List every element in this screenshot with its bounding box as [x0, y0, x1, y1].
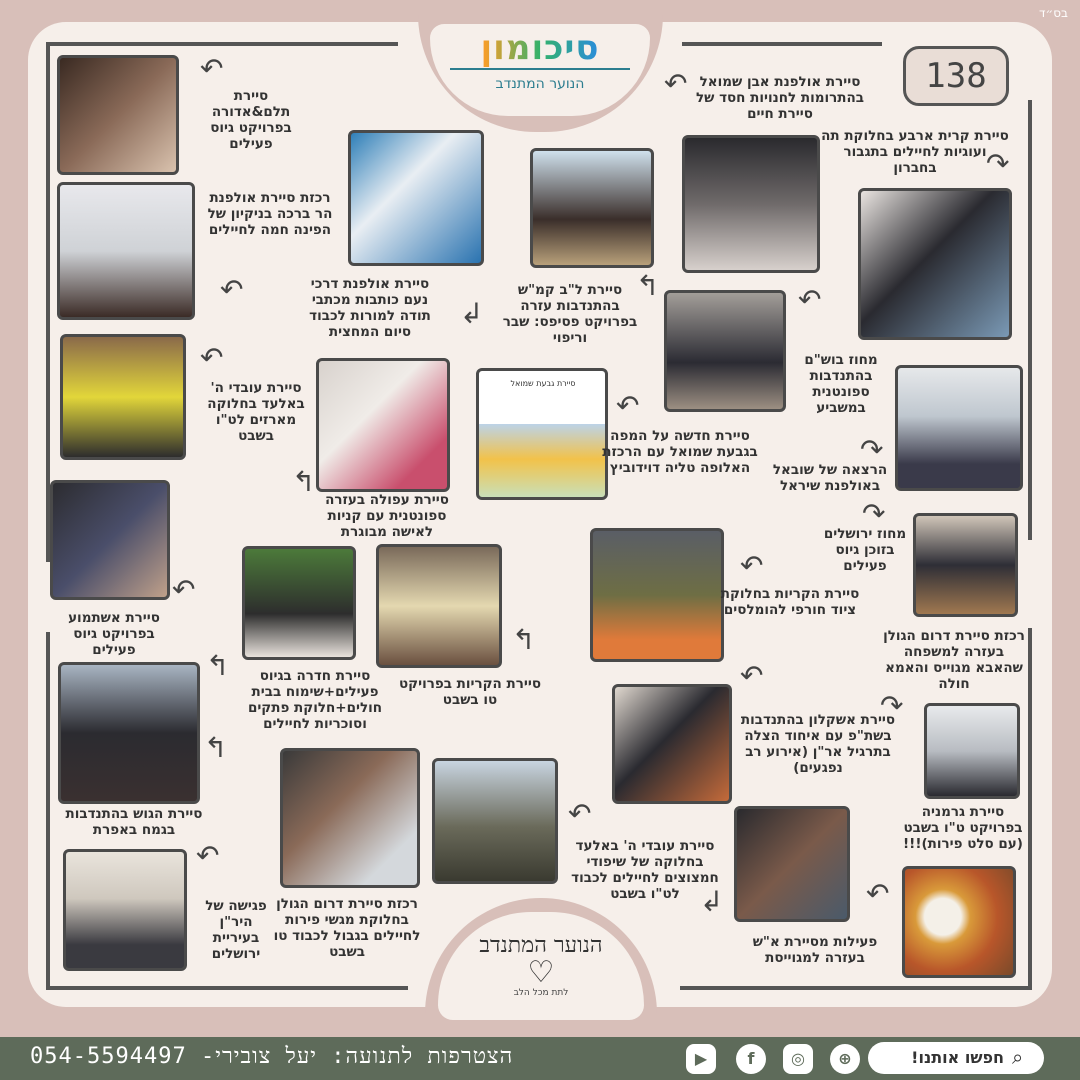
curved-arrow-icon: ↷ — [862, 497, 886, 530]
curved-arrow-icon: ↶ — [740, 659, 764, 692]
curved-arrow-icon: ↶ — [196, 839, 220, 872]
curved-arrow-icon: ↶ — [220, 273, 244, 306]
photo-yarn-jerusalem — [63, 849, 187, 971]
frame-top-right — [682, 42, 882, 46]
photo-even-shmuel — [682, 135, 820, 273]
photo-hadera — [242, 546, 356, 660]
search-us-button[interactable]: חפשו אותנו! — [868, 1042, 1044, 1074]
photo-darchei-noam — [348, 130, 484, 266]
photo-krayot-homeless — [590, 528, 724, 662]
curved-arrow-icon: ↶ — [798, 283, 822, 316]
logo-divider — [450, 68, 630, 70]
caption-shiral: הרצאה של שובאל באולפנת שיראל — [772, 462, 888, 494]
photo-gush-efrat — [58, 662, 200, 804]
caption-yarn-jerusalem: פגישה של היר"ן בעיריית ירושלים — [205, 898, 267, 962]
curved-arrow-icon: ↶ — [616, 389, 640, 422]
photo-germany — [902, 866, 1016, 978]
youtube-icon[interactable]: ▶ — [686, 1044, 716, 1074]
curved-arrow-icon: ↶ — [664, 67, 688, 100]
caption-krayot-tubishvat: סיירת הקריות בפרויקט טו בשבט — [398, 676, 541, 708]
photo-afula — [316, 358, 450, 492]
photo-boshm — [664, 290, 786, 412]
caption-jerusalem: מחוז ירושלים בזוכן גיוס פעילים — [823, 526, 907, 574]
caption-eshtemoa: סיירת אשתמוע בפרויקט גיוס פעילים — [68, 610, 160, 658]
caption-ashkelon: סיירת אשקלון בהתנדבות בשת"פ עם איחוד הצלה בתרגיל אר"ן (אירוע רב נפגעים) — [740, 712, 896, 776]
caption-even-shmuel: סיירת אולפנת אבן שמואל בהתרומות לחנויות חסד של סיירת חיים — [695, 74, 865, 122]
caption-ash-recruit: פעילות מסיירת א"ש בעזרה למגוייסת — [752, 934, 878, 966]
frame-right-bottom — [1028, 628, 1032, 990]
caption-hadera: סיירת חדרה בגיוס פעילים+שימוח בבית חולים+חלוקת פתקים וסוכריות לחיילים — [247, 668, 383, 732]
photo-lb-kamash — [530, 148, 654, 268]
caption-gush-efrat: סיירת הגוש בהתנדבות בגמח באפרת — [65, 806, 203, 838]
curved-arrow-icon: ↰ — [204, 731, 228, 764]
caption-golan-fruit: רכזת סיירת דרום הגולן בחלוקת מגשי פירות לחיילים בגבול לכבוד טו בשבט — [273, 896, 421, 960]
heart-icon: ♡ — [527, 955, 555, 990]
curved-arrow-icon: ↶ — [200, 52, 224, 85]
curved-arrow-icon: ↶ — [866, 877, 890, 910]
corner-mark: בס״ד — [1038, 6, 1068, 20]
caption-kiryat-arba: סיירת קרית ארבע בחלוקת תה ועוגיות לחיילים בתגבור בחברון — [821, 128, 1009, 176]
photo-har-bracha — [57, 182, 195, 320]
frame-bottom-right — [680, 986, 1030, 990]
photo-shiral-lecture — [895, 365, 1023, 491]
photo-givat-shmuel-map — [476, 368, 608, 500]
caption-boshm: מחוז בוש"ם בהתנדבות ספונטנית במשביע — [804, 352, 878, 416]
photo-kiryat-arba — [858, 188, 1012, 340]
curved-arrow-icon: ↲ — [700, 885, 724, 918]
photo-golan-family — [924, 703, 1020, 799]
photo-golan-fruit — [280, 748, 420, 888]
frame-left-bottom — [46, 632, 50, 990]
caption-givat-shmuel: סיירת חדשה על המפה בגבעת שמואל עם הרכזת האלופה טליה דוידוביץ — [602, 428, 758, 476]
curved-arrow-icon: ↰ — [512, 623, 536, 656]
curved-arrow-icon: ↶ — [172, 573, 196, 606]
photo-eshtemoa — [50, 480, 170, 600]
logo-subtitle: הנוער המתנדב — [495, 76, 585, 92]
map-card-title: סיירת גבעת שמואל — [510, 379, 576, 388]
curved-arrow-icon: ↰ — [636, 269, 660, 302]
curved-arrow-icon: ↷ — [986, 147, 1010, 180]
search-icon: ⌕ — [1012, 1045, 1024, 1069]
caption-darchei-noam: סיירת אולפנת דרכי נעם כותבות מכתבי תודה למורות לכבוד סיום המחצית — [309, 276, 431, 340]
curved-arrow-icon: ↷ — [860, 433, 884, 466]
frame-top-left — [48, 42, 398, 46]
caption-elad-packages: סיירת עובדי ה' באלעד בחלוקה מארזים לט"ו בשבט — [207, 380, 305, 444]
curved-arrow-icon: ↰ — [206, 649, 230, 682]
caption-elad-soldiers: סיירת עובדי ה' באלעד בחלוקה של שיפודי חמצוצים לחיילים לכבוד לט"ו בשבט — [571, 838, 719, 902]
issue-number-badge: 138 — [903, 46, 1009, 106]
logo-title: סיכומון — [430, 28, 650, 68]
photo-krayot-tubishvat — [376, 544, 502, 668]
caption-talam-adora: סיירת תלם&אדורה בפרויקט גיוס פעילים — [210, 88, 292, 152]
caption-afula: סיירת עפולה בעזרה ספונטנית עם קניות לאישה מבוגרת — [325, 492, 449, 540]
globe-icon[interactable]: ⊕ — [830, 1044, 860, 1074]
photo-ash-recruit — [734, 806, 850, 922]
caption-lb-kamash: סיירת ל"ב קמ"ש בהתנדבות עזרה בפרויקט פסיפס: שבר וריפוי — [502, 282, 638, 346]
contact-text: הצטרפות לתנועה: יעל צובירי- 054-5594497 — [30, 1044, 514, 1069]
bottom-logo-title: הנוער המתנדב — [479, 933, 603, 958]
bottom-logo-subtitle: לתת מכל הלב — [513, 988, 569, 998]
frame-bottom-left — [48, 986, 408, 990]
instagram-icon[interactable]: ◎ — [783, 1044, 813, 1074]
curved-arrow-icon: ↰ — [292, 465, 316, 498]
curved-arrow-icon: ↶ — [740, 549, 764, 582]
curved-arrow-icon: ↲ — [460, 297, 484, 330]
photo-elad-soldiers — [432, 758, 558, 884]
frame-right-top — [1028, 100, 1032, 540]
caption-golan-family: רכזת סיירת דרום הגולן בעזרה למשפחה שהאבא מגוייס והאמא חולה — [883, 628, 1025, 692]
photo-jerusalem — [913, 513, 1018, 617]
curved-arrow-icon: ↶ — [200, 341, 224, 374]
curved-arrow-icon: ↷ — [880, 689, 904, 722]
curved-arrow-icon: ↶ — [568, 797, 592, 830]
photo-talam-adora — [57, 55, 179, 175]
photo-ashkelon — [612, 684, 732, 804]
caption-germany: סיירת גרמניה בפרויקט ט"ו בשבט (עם סלט פירות)!!! — [903, 804, 1023, 852]
facebook-icon[interactable]: f — [736, 1044, 766, 1074]
photo-elad-packages — [60, 334, 186, 460]
caption-har-bracha: רכזת סיירת אולפנת הר ברכה בניקיון של הפינה חמה לחיילים — [207, 190, 333, 238]
caption-krayot-homeless: סיירת הקריות בחלוקת ציוד חורפי להומלסים — [720, 586, 860, 618]
